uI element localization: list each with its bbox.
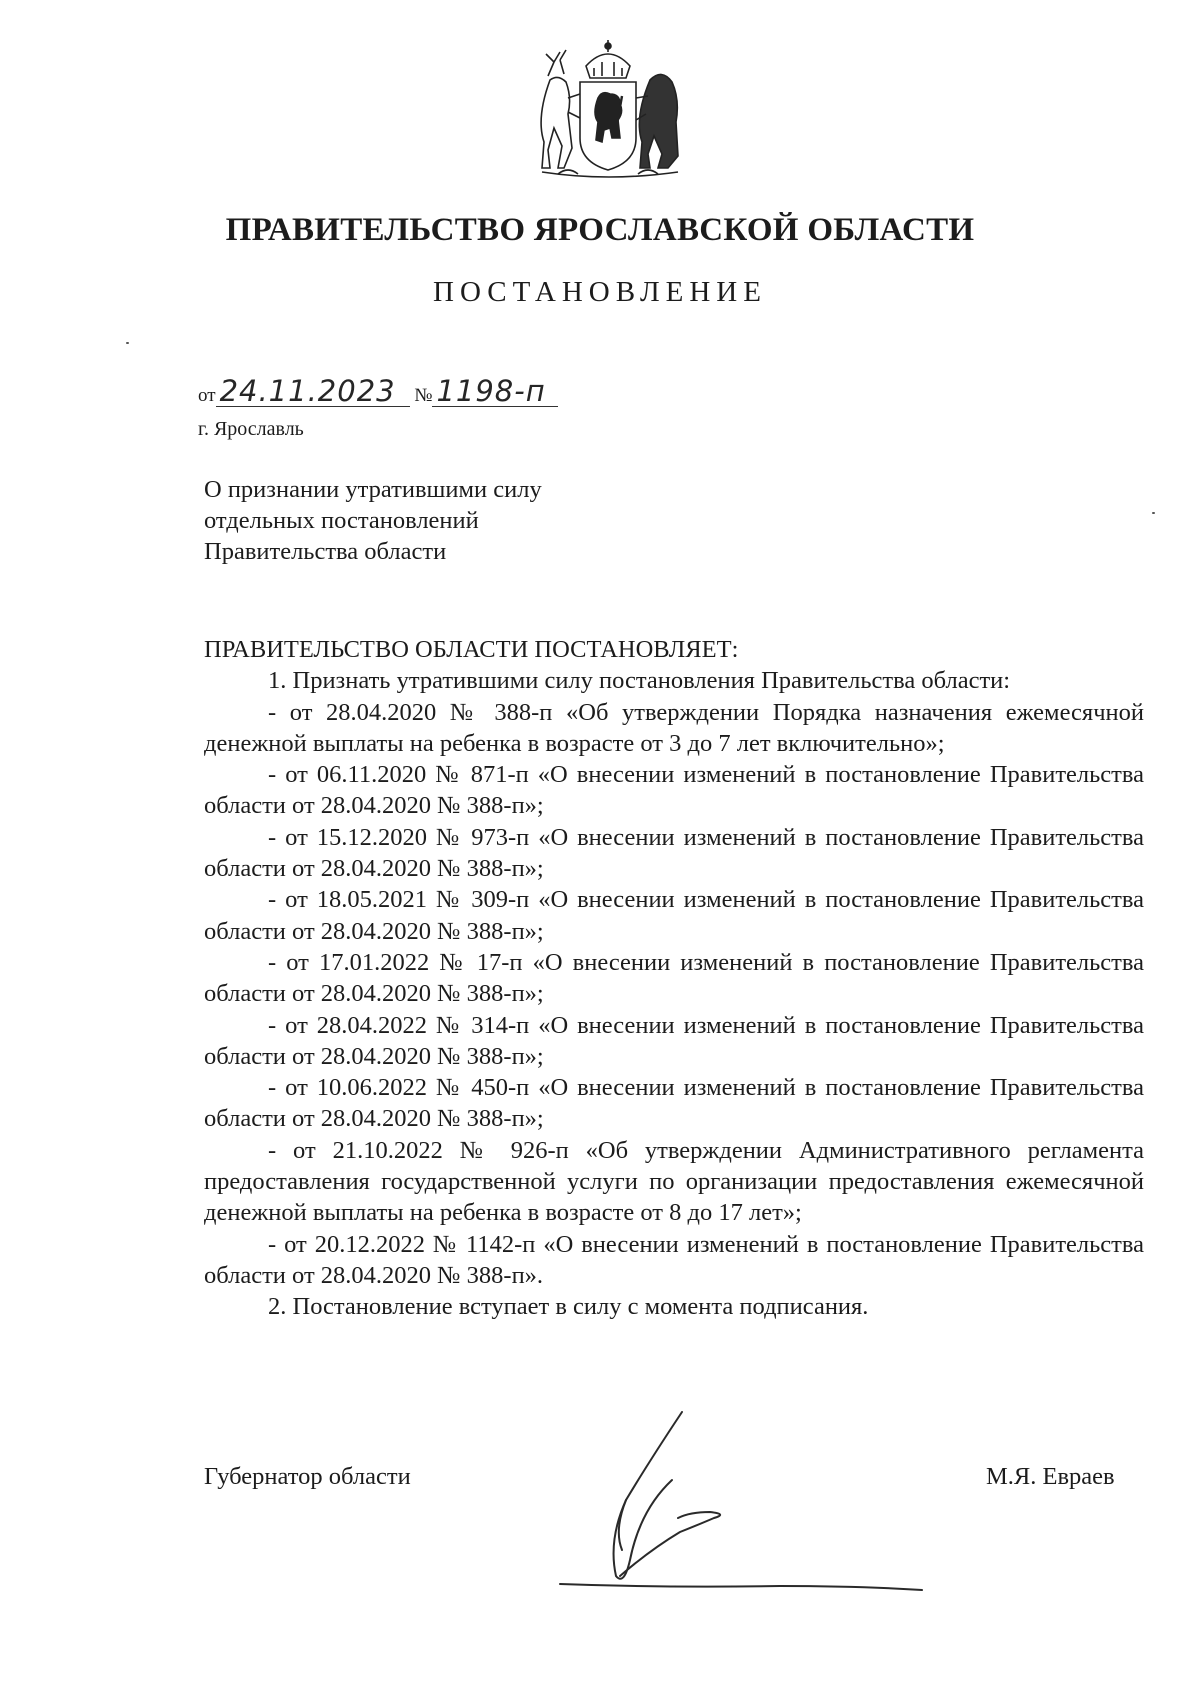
repealed-act-item: - от 10.06.2022 № 450-п «О внесении изменений в постановление Правительства области от 28.04.2020 № 388-п»; (204, 1074, 1144, 1133)
repealed-act-item: - от 17.01.2022 № 17-п «О внесении изменений в постановление Правительства области от 28.04.2020 № 388-п»; (204, 948, 1144, 1008)
signatory-position: Губернатор области (204, 1463, 411, 1490)
subject-line: отдельных постановлений (204, 507, 479, 534)
number-label: № (414, 385, 433, 406)
signatory-name: М.Я. Евраев (986, 1463, 1115, 1490)
subject-line: Правительства области (204, 538, 447, 565)
repealed-act-item: - от 18.05.2021 № 309-п «О внесении изменений в постановление Правительства области от 28.04.2020 № 388-п»; (204, 886, 1144, 945)
organization-title: ПРАВИТЕЛЬСТВО ЯРОСЛАВСКОЙ ОБЛАСТИ (225, 212, 975, 248)
handwritten-signature-icon (530, 1400, 950, 1600)
repealed-act-item: - от 20.12.2022 № 1142-п «О внесении изменений в постановление Правительства области от 28.04.2020 № 388-п». (204, 1230, 1144, 1289)
document-type: ПОСТАНОВЛЕНИЕ (433, 276, 767, 308)
repealed-act-item: - от 28.04.2022 № 314-п «О внесении изменений в постановление Правительства области от 28.04.2020 № 388-п»; (204, 1011, 1144, 1070)
document-date: 24.11.2023 (216, 376, 410, 407)
registration-line (198, 376, 558, 407)
scan-artifact (1152, 512, 1155, 514)
city: г. Ярославль (198, 418, 304, 440)
repealed-act-item: - от 21.10.2022 № 926-п «Об утверждении Административного регламента предоставления государственной услуги по организации предоставления ежемесячной денежной выплаты на ребенка в возрасте от 8 до 17 лет»; (204, 1136, 1144, 1227)
repealed-act-item: - от 15.12.2020 № 973-п «О внесении изменений в постановление Правительства области от 28.04.2020 № 388-п»; (204, 823, 1144, 883)
clause-2: 2. Постановление вступает в силу с момента подписания. (268, 1293, 869, 1321)
scan-artifact (126, 342, 129, 344)
repealed-act-item: - от 28.04.2020 № 388-п «Об утверждении Порядка назначения ежемесячной денежной выплаты на ребенка в возрасте от 3 до 7 лет включительно»; (204, 698, 1144, 757)
date-label: от (198, 385, 216, 406)
clause-1: 1. Признать утратившими силу постановления Правительства области: (268, 667, 1011, 695)
document-number: 1198-п (432, 376, 558, 407)
subject-line: О признании утратившими силу (204, 476, 542, 503)
document-subject (204, 474, 542, 567)
preamble: ПРАВИТЕЛЬСТВО ОБЛАСТИ ПОСТАНОВЛЯЕТ: (204, 636, 739, 663)
repealed-act-item: - от 06.11.2020 № 871-п «О внесении изменений в постановление Правительства области от 28.04.2020 № 388-п»; (204, 761, 1144, 820)
coat-of-arms-icon (528, 38, 688, 186)
document-body (204, 634, 1144, 1323)
